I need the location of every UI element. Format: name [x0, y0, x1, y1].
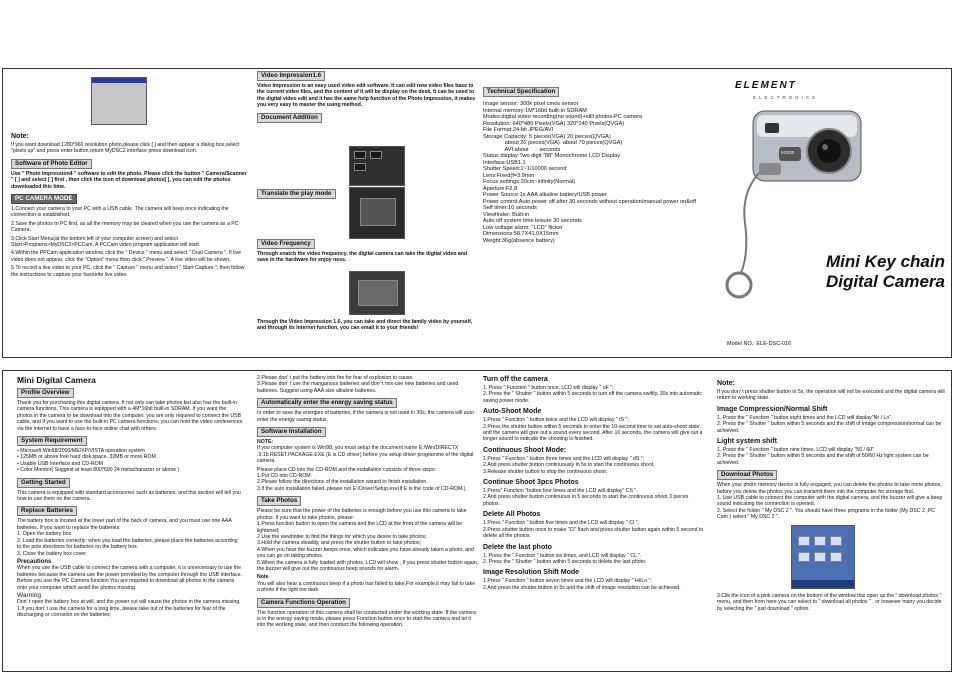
download-screenshot: [791, 525, 855, 589]
brand-logo: ELEMENT: [735, 80, 797, 91]
spec-line: Internal memory:1M*16bit built-in SDRAM: [483, 107, 587, 114]
note-text: If you don' t press shutter button in 5s, the operation will not be executed and the digital camera will return to working state.: [717, 389, 945, 402]
take-photos-text: Please be sure that the power of the batteries is enough before you use this camera to take photos. If you want to take photos, please:: [257, 508, 467, 521]
spec-list: [483, 101, 705, 244]
pc-step: 3.Click Start Menu(at the bottom left of your computer screen) and select Start>Programs>MyDSC2>PCCam, A PCCam video program application will start.: [11, 235, 201, 249]
delete-all-step: 2.Press shutter button once to make "Cl" flash and press shutter button again within 5 second to delete all the photos.: [483, 526, 704, 540]
spec-line: Storage Capacity: 5 pieces(VGA) 20 pieces(QVGA): [483, 133, 611, 140]
take-photos-step: 4.When you hear the buzzer beeps once, which indicates you have already taken a photo, and you can go on taking photos.: [257, 546, 474, 560]
auto-shoot-step: 1.Press " Function " button twice and the LCD will display " tS ";: [483, 417, 629, 424]
spec-line: Modes:digital video recording(no sound)+still photos-PC camera: [483, 114, 643, 120]
top-column-1: [11, 69, 247, 357]
pc-step: 2.Save the photos to PC first, as all the memory may be cleared when you use the camera as a PC Camera.: [11, 220, 239, 234]
spec-line: Aperture:F2.8: [483, 185, 518, 192]
precautions-text: When you use the USB cable to connect the camera with a computer, it is unnecessary to use the batteries because the camera use the power provided by the computer through the USB interface. Before you use the PC Camera function You are required to download all photos in the camera onto your computer which avoid the photos missing.: [17, 565, 242, 591]
resolution-shift-step: 1.Press " Function " button seven times and the LCD will display " Hi/Lo ";: [483, 578, 652, 585]
manual-title: Mini Digital Camera: [17, 375, 96, 385]
installation-step: 3.If the auto installation failed, please run E:/Driver/Setup.exe(If E is the code of CD-ROM.): [257, 485, 466, 492]
spec-line: Lens:Fixed(f=3.9mm: [483, 172, 535, 179]
spec-line: Interface:USB1.1: [483, 159, 526, 166]
take-photos-step: 1.Press function button to open the camera and the LCD at the front of the camera will be lightened;: [257, 521, 463, 534]
light-shift-step: 1. Press the " Function " button nine times, LCD will display "50 / 60": [717, 447, 875, 454]
continuous-shoot-step: 1.Press " Function " button three times and the LCD will display " dS ";: [483, 455, 645, 462]
camera-functions-heading: Camera Functions Operation: [257, 598, 350, 608]
delete-last-title: Delete the last photo: [483, 543, 552, 551]
download-photos-text: When your photo memory device is fully engaged, you can delete the photos to take more photos, before you delete the photos you can transmit them into the computer for storage first.: [717, 482, 942, 495]
replace-step: 3. Close the battery box cover.: [17, 550, 88, 557]
camera-functions-text: The function operation of this camera shall be conducted under the working state. If the camera is in the energy saving mode, please press Function button once to start the camera and let it into the working state, and then conduct the following operation.: [257, 609, 476, 629]
take-photos-step: 3.Hold the camera steadily, and press the shutter button to take photos;: [257, 540, 421, 547]
spec-line: Auto off system time leisure 30 seconds: [483, 218, 582, 224]
video-frequency-screenshot: [349, 271, 405, 315]
compression-shift-step: 1. Press the " Function " button eight times and the LCD will display"Nr / Lo".: [717, 414, 893, 421]
play-mode-screenshot: [349, 187, 405, 239]
dialog-screenshot: [91, 77, 147, 125]
spec-line: Power Source:1x AAA alkaline battery/USB power: [483, 192, 607, 198]
warning-title: Warning: [17, 591, 41, 599]
getting-started-text: This camera is equipped with standard accessories such as batteries, and this section will tell you how to use them on the camera.: [17, 489, 241, 503]
camera-mode-label: MODE: [781, 150, 795, 155]
top-sheet: [2, 68, 952, 358]
turn-off-step: 1. Press " Function " button once, LCD will display " oF ";: [483, 385, 614, 391]
spec-line: Viewfinder: Built-in: [483, 211, 530, 218]
translate-play-mode-heading: Translate the play mode: [257, 189, 336, 199]
turn-off-step: 2. Press the " Shutter " button within 5 seconds to turn off the camera swiftly, 30s into automatic saving power mode.: [483, 391, 702, 404]
list-item: • 125MB or above free hard disk space, 32MB or more ROM: [17, 454, 243, 460]
continue-shoot-3-step: 2.And press shutter button continuous in 5 seconds to start the continuous shoot 3 pieces photos .: [483, 494, 689, 507]
installation-step: 1.Put CD into CD-ROM.: [257, 473, 313, 480]
video-impression-summary: Through the Video Impression 1.6, you can take and direct the family video by yourself, and through its Internet function, you can email it to your friends!: [257, 319, 473, 332]
take-photos-step: 5.When the camera is fully loaded with photos, LCD will show , If you press shutter button again, the buzzer will give out the continuous beep sounds for alarm.: [257, 559, 479, 572]
energy-saving-text: In order to save the energies of batteries, if the camera is not used in 30s, the camera will auto enter the energy saving status.: [257, 410, 474, 423]
system-requirement-list: [17, 448, 243, 474]
warning-text: Don' t open the battery box at will, and the power cut will cause the photos in the camera missing.: [17, 599, 241, 606]
warning-step: 1.If you don' t use the camera for a long time, please take out of the batteries for fear of the discharging or corrosion on the batteries;: [17, 605, 226, 619]
pc-step: 5.To record a live video to your PC, click the " Capture " menu and select " Start Capture ", then follow the instructions to capture your favourite live video.: [11, 265, 245, 278]
spec-line: Shutter Speed:1~1/10000 second: [483, 166, 567, 172]
video-frequency-text: Through snatch the video frequency, the digital camera can take the digital video and save in the hardware for enjoy ness.: [257, 251, 468, 264]
software-editor-text: Use " Photo Impression4 " software to edit the photo. Please click the button " Camera/Scanner " [ ] and select [ ] first , then click the icon of download photos[ ], you can edit the photos downloaded this time.: [11, 170, 247, 190]
bottom-column-1: [17, 371, 243, 671]
take-photos-heading: Take Photos: [257, 496, 301, 506]
download-photos-heading: Download Photos: [717, 470, 777, 480]
profile-overview-text: Thank you for purchasing this digital camera. It not only can take photos but also has the built-in camera functions. This camera is equipped with a 4M*16bit built-in SDRAM. If you want the photos in the camera to be download into the computer, you are only required to connect the USB cable, and if you want to use the built-in PC camera functions, you can hold the video conferences via the internet to have a face-to-face online chat with others.: [17, 400, 243, 432]
continuous-shoot-step: 3.Release shutter button to stop the continuous shoot.: [483, 468, 608, 475]
bottom-column-3: [483, 371, 705, 671]
continue-shoot-3-title: Continue Shoot 3pcs Photos: [483, 479, 579, 487]
continue-shoot-3-step: 1.Press" Function "button four times and the LCD will display" CS ".: [483, 488, 638, 495]
precautions-title: Precautions: [17, 558, 52, 565]
note-text: If you want download 1280*960 resolution photo,please click [ ] and then appear a dialog box,select "pixels up" and press enter button,return MyDSC2 interface press download icon.: [11, 142, 240, 155]
brand-subtitle: ELECTRONICS: [753, 95, 819, 100]
compression-shift-title: Image Compression/Normal Shift: [717, 405, 828, 413]
resolution-shift-step: 2.And press the shutter button in 5s and the shift of image resolution can be achieved.: [483, 584, 681, 591]
software-editor-heading: Software of Photo Editor: [11, 159, 92, 169]
download-step: 2. Select the folder " My DSC 2 ". You should have three programs in the folder (My DSC 2 ,PC Cam ) select " My DSC 2 ".: [717, 507, 935, 521]
dialog-titlebar: [92, 78, 146, 83]
pc-step: 1.Connect your camera to your PC with a USB cable. The camera will beep once indicating the connection is established.: [11, 206, 229, 219]
bottom-column-2: [257, 371, 479, 671]
continuous-shoot-title: Continuous Shoot Mode:: [483, 446, 567, 454]
product-title-line-1: Mini Key chain: [825, 252, 945, 271]
list-item: • Color Monitor( Suggest at least 800*600 24 metacharacter or above ): [17, 467, 243, 473]
spec-line: Power control:Auto power off after 30 seconds without operation/manual power on&off: [483, 198, 697, 205]
delete-last-step: 1. Press the " Function " button six times, and LCD will display " CL ".: [483, 552, 642, 559]
top-column-3: [483, 69, 705, 357]
document-addition-heading: Document Addition: [257, 113, 322, 123]
spec-line: AVI:about seconds: [483, 146, 561, 153]
note-title: Note:: [717, 380, 735, 387]
energy-saving-heading: Automatically enter the energy saving status: [257, 398, 397, 408]
installation-note-title: NOTE:: [257, 439, 274, 446]
download-step: 3.Clik the icon of a pink camera on the bottom of the window this open up the " download photos " menu, and then from here you can select to " download all photos " , or however many you decide by selecting the " just download " option.: [717, 592, 942, 612]
replace-batteries-text: The battery box is located at the lower part of the back of camera, and you must use one AAA batteries. If you want to replace the batteries:: [17, 518, 232, 531]
video-impression-text: Video Impression is an easy used video edit software. It can edit new video files base to the current video files, and the content of it will be display on the desk, It can be used to the digital video edit and it has the same help function of the Photo Impression, it makes you very easy to master the using method.: [257, 83, 476, 109]
product-title-line-2: Digital Camera: [825, 272, 945, 291]
list-item: • Usable USB Interface and CD-ROM: [17, 461, 243, 467]
photos-note-text: You will also hear a continuous beep if a photo has failed to take,For example,it may fail to take a photo if the light too dark.: [257, 580, 476, 594]
installation-note-text: If you computer system is Win98, you must setup the document name E:/Win/DIRECTX .9.1b.RESET.PACKAGE.EXE (E is CD driver) before you setup driver programme of the digital camera.: [257, 445, 474, 465]
delete-all-step: 1.Press " Function " button five times and the LCD will display " Cl ";: [483, 520, 639, 527]
technical-specification-heading: Technical Specification: [483, 87, 559, 97]
system-requirement-heading: System Requirement: [17, 436, 87, 446]
battery-step: 2.Please don' t put the battery into fire for fear of explosion to cause.: [257, 375, 414, 381]
auto-shoot-step: 2.Press the shutter button within 5 seconds to enter the 10-second time to set auto-shoot state, and the camera will give out a sound every second. After 10 seconds, the camera will give out a longer sound to indicate the shooting is finished.: [483, 423, 703, 443]
photos-note-title: Note: [257, 574, 269, 581]
replace-step: 1. Open the battery box.: [17, 531, 73, 538]
installation-text: Please place CD into the CD-ROM and the installation consists of three steps:: [257, 466, 437, 473]
video-frequency-heading: Video Frequency: [257, 239, 315, 249]
top-column-4: [713, 69, 951, 357]
take-photos-step: 2.Use the viewfinder to find the things for which you desire to take photos;: [257, 533, 427, 540]
compression-shift-step: 2. Press the " Shutter " button within 5 seconds and the shift of image compression/normal can be achieved.: [717, 421, 942, 434]
spec-line: Image sensor: 300k pixel cmos sensor: [483, 101, 579, 107]
light-shift-step: 2. Press the " Shutter " button within 5 seconds and the shift of 50/60 Hz light system can be achieved.: [717, 453, 929, 466]
continuous-shoot-step: 2.And press shutter button continuously in 5s to start the continuous shoot.: [483, 462, 655, 469]
pc-step: 4.Within the PPCam application window, click the " Device " menu and select " Dual Camera ". If live video does not appear, click the "Option" menu then click " Preview ". A live video will be shown.: [11, 250, 241, 263]
turn-off-title: Turn off the camera: [483, 376, 548, 383]
spec-line: Dimensions:58.7X41.0X15mm: [483, 231, 559, 237]
spec-line: Low voltage alarm: "LCD" flicker: [483, 224, 563, 231]
spec-line: Status display:Two digit "88" Monochrome LCD Display: [483, 153, 621, 159]
spec-line: Resolution: 640*480 Pixels(VGA) 320*240 Pixels(QVGA): [483, 120, 625, 127]
spec-line: about 20 pieces(VGA) about 70 pieces(QVGA): [483, 140, 623, 146]
download-step: 1. Use USB cable to connect the computer with the digital camera, and the buzzer will give a beep sound indicating the connection is opened.: [717, 495, 943, 508]
spec-line: File Format:24-bit JPEG/AVI: [483, 127, 554, 133]
bottom-column-4: [717, 371, 947, 671]
delete-all-title: Delete All Photos: [483, 511, 541, 519]
profile-overview-heading: Profile Overview: [17, 388, 74, 398]
installation-step: 2.Please follow the directions of the installation wizard to finish installation.: [257, 479, 428, 486]
spec-line: Focus settings:30cm~infinity(Normal): [483, 179, 576, 185]
replace-step: 2. Load the batteries correctly: when you load the batteries, please place the batteries according to the pole directions for batteries on the battery box.: [17, 537, 238, 551]
model-number: Model NO.: ELE-DSC-016: [727, 341, 792, 347]
resolution-shift-title: Image Resolution Shift Mode: [483, 569, 580, 577]
note-title: Note:: [11, 133, 29, 140]
bottom-sheet: [2, 370, 952, 672]
replace-batteries-heading: Replace Batteries: [17, 506, 77, 516]
battery-step: 3.Please don' t use the manganous batteries and don' t mix-use new batteries and used batteries. Suggest using AAA size alkaline batteries.: [257, 381, 459, 394]
pc-camera-mode-heading: PC CAMERA MODE: [11, 194, 77, 204]
spec-line: Weight:36g(absence battery): [483, 237, 555, 244]
delete-last-step: 2. Press the " Shutter " button within 5 seconds to delete the last photo.: [483, 558, 647, 565]
software-installation-heading: Software Installation: [257, 427, 326, 437]
spec-line: Self timer:10 seconds: [483, 205, 537, 211]
document-addition-screenshot: [349, 146, 405, 186]
list-item: • Microsoft Win98/2000/ME/XP/VISTA operation system: [17, 448, 243, 454]
getting-started-heading: Getting Started: [17, 478, 70, 488]
auto-shoot-title: Auto-Shoot Mode: [483, 408, 542, 416]
light-shift-title: Light system shift: [717, 438, 777, 446]
top-column-2: [257, 69, 477, 357]
video-impression-heading: Video Impression1.6: [257, 71, 325, 81]
